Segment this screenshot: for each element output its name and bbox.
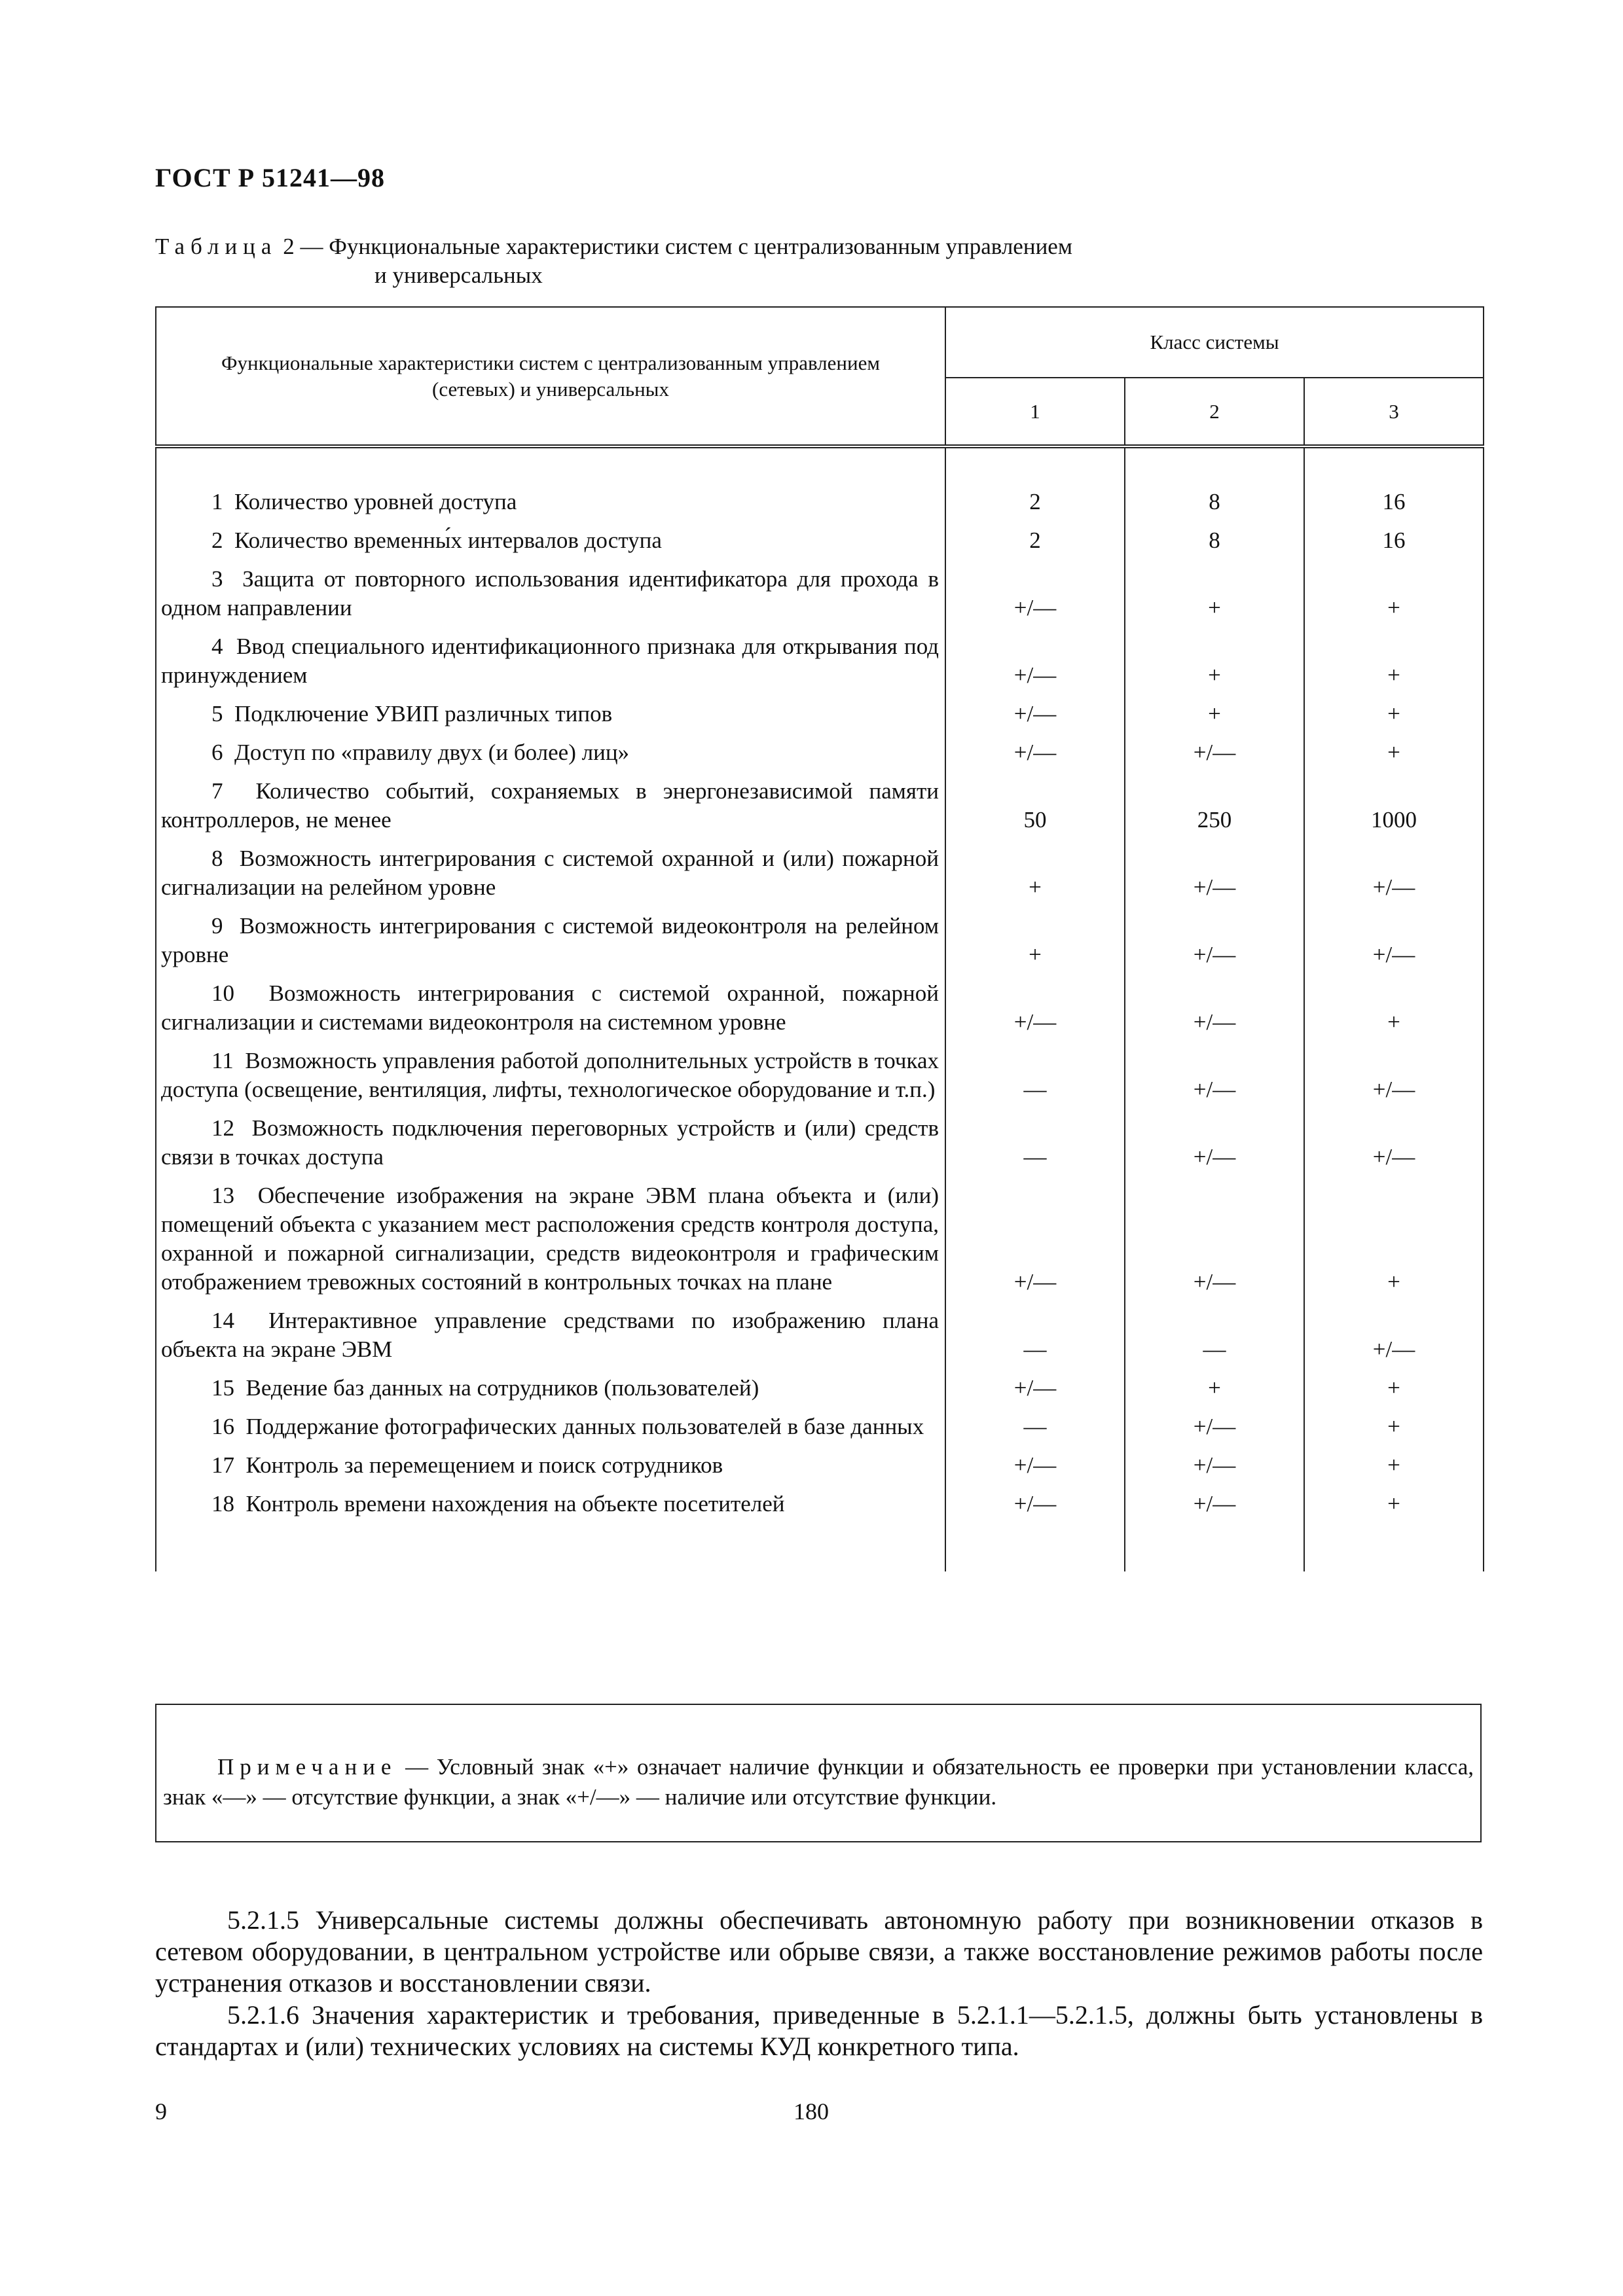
row-value-class-2: +/— <box>1125 1114 1304 1181</box>
row-value-class-3: +/— <box>1304 1306 1484 1374</box>
row-text: 12 Возможность подключения переговорных устройств и (или) средств связи в точках доступа <box>156 1114 945 1181</box>
row-text: 5 Подключение УВИП различных типов <box>156 700 945 738</box>
row-value-class-1: + <box>945 912 1125 979</box>
row-value-class-1: +/— <box>945 738 1125 777</box>
row-value-class-3: +/— <box>1304 844 1484 912</box>
caption-continuation: и универсальных <box>374 262 543 288</box>
row-text: 15 Ведение баз данных на сотрудников (пользователей) <box>156 1374 945 1412</box>
row-text: 3 Защита от повторного использования идентификатора для прохода в одном направлении <box>156 565 945 632</box>
row-value-class-1: +/— <box>945 1451 1125 1490</box>
characteristics-table <box>155 306 1484 1571</box>
caption-text: 2 — Функциональные характеристики систем с централизованным управлением <box>283 234 1072 259</box>
class-column-header: Класс системы <box>945 307 1484 378</box>
row-text: 14 Интерактивное управление средствами по изображению плана объекта на экране ЭВМ <box>156 1306 945 1374</box>
row-value-class-1: +/— <box>945 700 1125 738</box>
row-value-class-1: +/— <box>945 632 1125 700</box>
row-value-class-2: +/— <box>1125 844 1304 912</box>
note-text: — Условный знак «+» означает наличие функции и обязательность ее проверки при установлении класса, знак «—» — отсутствие функции, а знак «+/—» — наличие или отсутствие функции. <box>163 1754 1474 1810</box>
row-value-class-1: + <box>945 844 1125 912</box>
row-value-class-3: + <box>1304 565 1484 632</box>
table-row <box>156 1451 1484 1490</box>
row-text: 7 Количество событий, сохраняемых в энергонезависимой памяти контроллеров, не менее <box>156 777 945 844</box>
row-value-class-3: + <box>1304 632 1484 700</box>
class-number-1: 1 <box>945 378 1125 446</box>
table-row <box>156 1181 1484 1306</box>
row-text: 1 Количество уровней доступа <box>156 488 945 526</box>
table-row <box>156 912 1484 979</box>
class-number-2: 2 <box>1125 378 1304 446</box>
row-text: 17 Контроль за перемещением и поиск сотрудников <box>156 1451 945 1490</box>
row-value-class-1: — <box>945 1114 1125 1181</box>
row-value-class-2: 8 <box>1125 526 1304 565</box>
row-value-class-1: — <box>945 1306 1125 1374</box>
table-row <box>156 1114 1484 1181</box>
row-value-class-2: + <box>1125 700 1304 738</box>
table-row <box>156 979 1484 1047</box>
row-value-class-1: +/— <box>945 1374 1125 1412</box>
page-number-center: 180 <box>793 2098 829 2125</box>
row-text: 8 Возможность интегрирования с системой охранной и (или) пожарной сигнализации на релейном уровне <box>156 844 945 912</box>
row-value-class-2: 8 <box>1125 488 1304 526</box>
row-value-class-3: 16 <box>1304 488 1484 526</box>
table-row <box>156 738 1484 777</box>
row-value-class-1: 50 <box>945 777 1125 844</box>
row-value-class-1: — <box>945 1047 1125 1114</box>
row-text: 4 Ввод специального идентификационного признака для открывания под принуждением <box>156 632 945 700</box>
row-value-class-2: +/— <box>1125 912 1304 979</box>
row-value-class-2: + <box>1125 565 1304 632</box>
row-value-class-1: — <box>945 1412 1125 1451</box>
row-text: 10 Возможность интегрирования с системой охранной, пожарной сигнализации и системами видеоконтроля на системном уровне <box>156 979 945 1047</box>
row-value-class-3: + <box>1304 1181 1484 1306</box>
row-text: 13 Обеспечение изображения на экране ЭВМ плана объекта и (или) помещений объекта с указанием мест расположения средств контроля доступа, охранной и пожарной сигнализации, средств видеоконтроля и графическим отображением тревожных состояний в контрольных точках на плане <box>156 1181 945 1306</box>
row-value-class-1: +/— <box>945 1490 1125 1528</box>
row-value-class-2: + <box>1125 632 1304 700</box>
row-value-class-1: 2 <box>945 526 1125 565</box>
paragraph-5-2-1-5: 5.2.1.5 Универсальные системы должны обеспечивать автономную работу при возникновении отказов в сетевом оборудовании, в центральном устройстве или обрыве связи, а также восстановление режимов работы после устранения отказов и восстановлении связи. <box>155 1905 1483 1998</box>
document-header: ГОСТ Р 51241—98 <box>155 163 386 192</box>
row-value-class-3: + <box>1304 1451 1484 1490</box>
row-value-class-3: +/— <box>1304 1114 1484 1181</box>
table-row <box>156 1374 1484 1412</box>
row-value-class-2: +/— <box>1125 1181 1304 1306</box>
row-value-class-1: +/— <box>945 565 1125 632</box>
row-value-class-3: + <box>1304 700 1484 738</box>
row-text: 6 Доступ по «правилу двух (и более) лиц» <box>156 738 945 777</box>
row-value-class-3: + <box>1304 1374 1484 1412</box>
row-value-class-3: + <box>1304 979 1484 1047</box>
table-row <box>156 777 1484 844</box>
table-row <box>156 565 1484 632</box>
row-text: 18 Контроль времени нахождения на объекте посетителей <box>156 1490 945 1528</box>
table-caption <box>155 232 1465 290</box>
caption-label: Таблица <box>155 234 278 259</box>
row-value-class-3: + <box>1304 738 1484 777</box>
table-row <box>156 1306 1484 1374</box>
row-value-class-2: +/— <box>1125 1047 1304 1114</box>
note-label: Примечание <box>217 1754 397 1780</box>
row-value-class-2: +/— <box>1125 1490 1304 1528</box>
page-number-left: 9 <box>155 2098 167 2125</box>
table-row <box>156 526 1484 565</box>
row-value-class-1: +/— <box>945 1181 1125 1306</box>
func-column-header: Функциональные характеристики систем с централизованным управлением (сетевых) и универсальных <box>156 307 945 446</box>
table-row <box>156 1047 1484 1114</box>
row-value-class-3: +/— <box>1304 912 1484 979</box>
row-text: 9 Возможность интегрирования с системой видеоконтроля на релейном уровне <box>156 912 945 979</box>
table-row <box>156 1412 1484 1451</box>
row-value-class-3: + <box>1304 1412 1484 1451</box>
row-text: 11 Возможность управления работой дополнительных устройств в точках доступа (освещение, вентиляция, лифты, технологическое оборудование и т.п.) <box>156 1047 945 1114</box>
row-text: 16 Поддержание фотографических данных пользователей в базе данных <box>156 1412 945 1451</box>
row-value-class-1: 2 <box>945 488 1125 526</box>
table-row <box>156 632 1484 700</box>
row-value-class-2: +/— <box>1125 738 1304 777</box>
table-row <box>156 488 1484 526</box>
table-row <box>156 700 1484 738</box>
table-row <box>156 1490 1484 1528</box>
paragraph-5-2-1-6: 5.2.1.6 Значения характеристик и требования, приведенные в 5.2.1.1—5.2.1.5, должны быть установлены в стандартах и (или) технических условиях на системы КУД конкретного типа. <box>155 2000 1483 2061</box>
row-value-class-3: +/— <box>1304 1047 1484 1114</box>
row-value-class-2: +/— <box>1125 979 1304 1047</box>
row-value-class-2: +/— <box>1125 1451 1304 1490</box>
row-value-class-2: + <box>1125 1374 1304 1412</box>
table-note <box>155 1704 1482 1842</box>
row-value-class-3: 1000 <box>1304 777 1484 844</box>
row-value-class-2: +/— <box>1125 1412 1304 1451</box>
row-value-class-2: 250 <box>1125 777 1304 844</box>
row-value-class-3: + <box>1304 1490 1484 1528</box>
row-value-class-3: 16 <box>1304 526 1484 565</box>
row-text: 2 Количество временны́х интервалов доступа <box>156 526 945 565</box>
row-value-class-1: +/— <box>945 979 1125 1047</box>
table-row <box>156 844 1484 912</box>
row-value-class-2: — <box>1125 1306 1304 1374</box>
class-number-3: 3 <box>1304 378 1484 446</box>
